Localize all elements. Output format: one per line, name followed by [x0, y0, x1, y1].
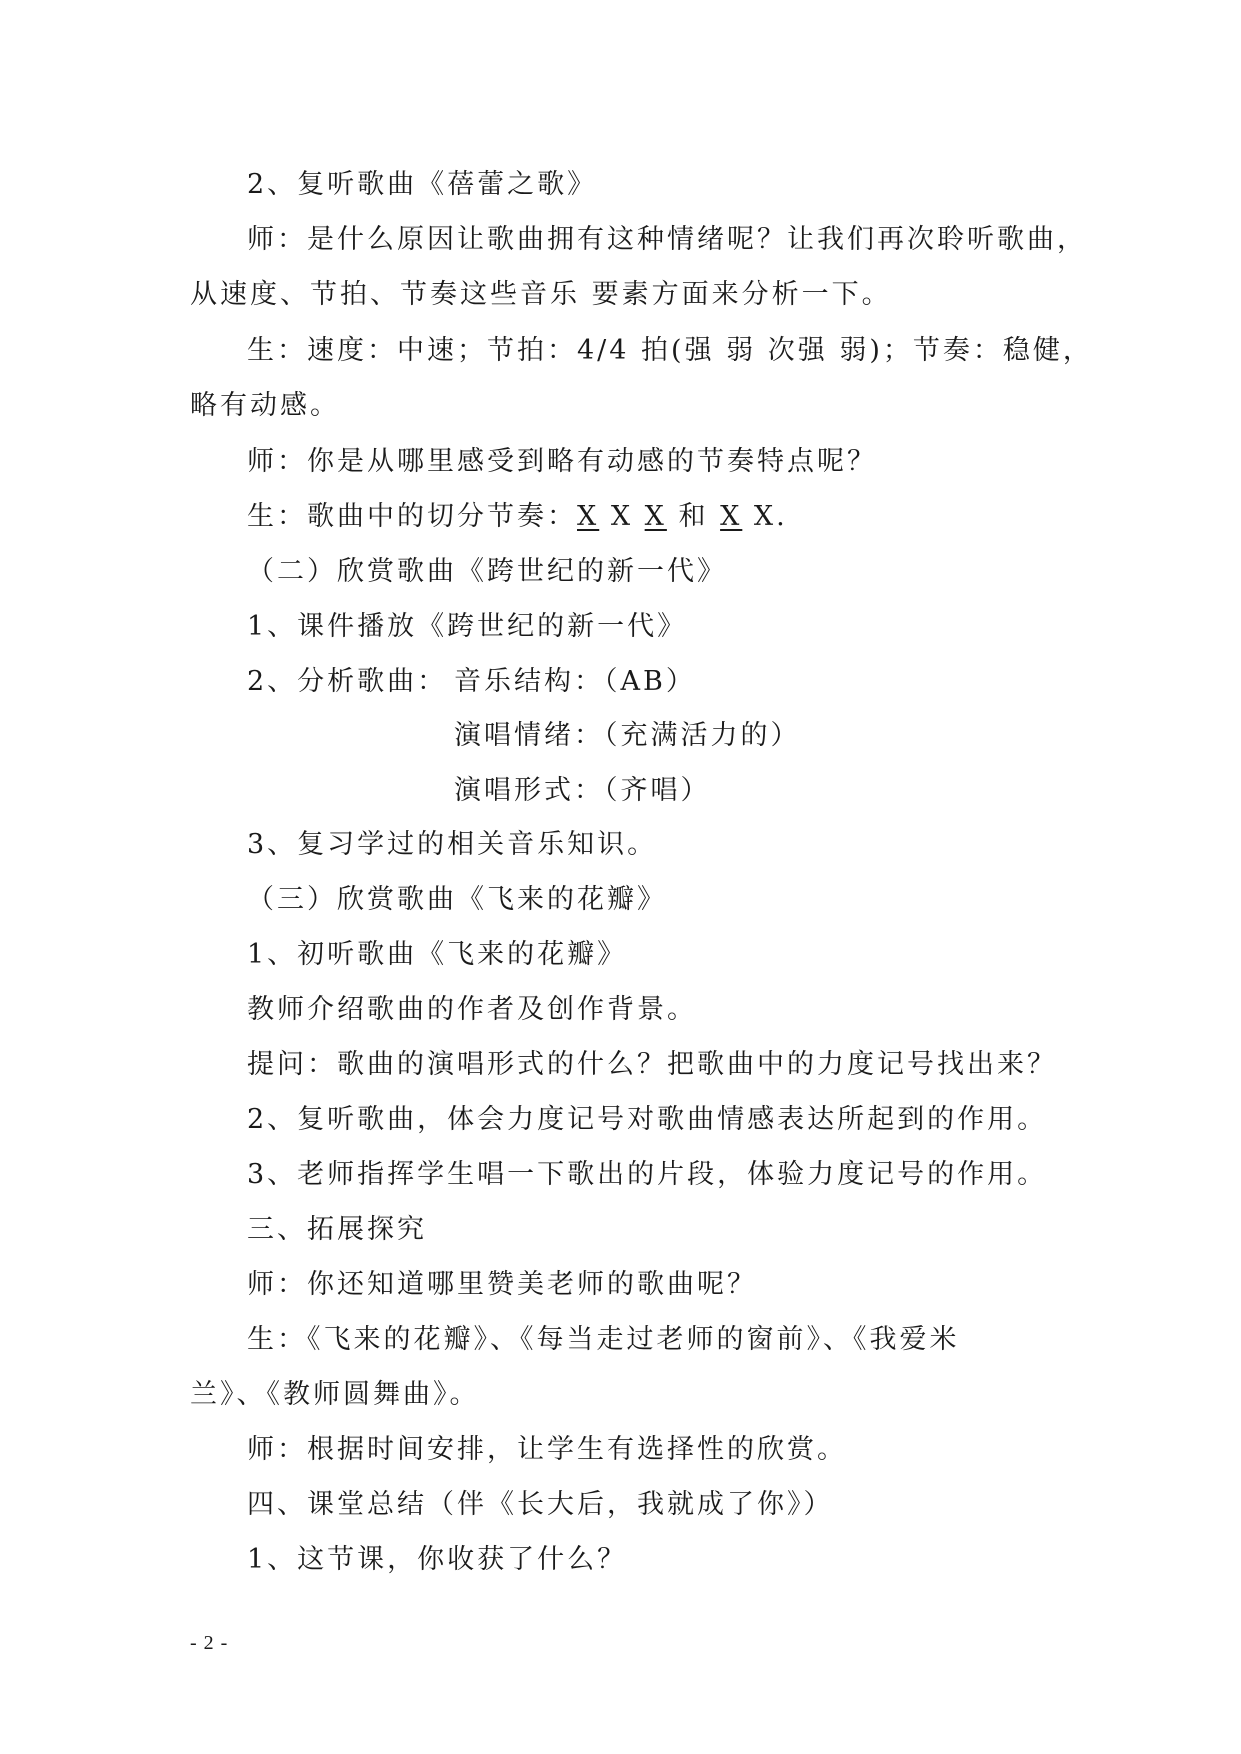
text-line: 3、复习学过的相关音乐知识。	[247, 829, 658, 860]
section-heading: （二）欣赏歌曲《跨世纪的新一代》	[247, 556, 727, 587]
text-line: 师：你还知道哪里赞美老师的歌曲呢？	[247, 1269, 757, 1300]
rhythm-dot: .	[776, 501, 788, 532]
rhythm-note: X	[577, 501, 600, 532]
section-heading: 四、课堂总结（伴《长大后，我就成了你》）	[247, 1489, 834, 1520]
section-heading: （三）欣赏歌曲《飞来的花瓣》	[247, 884, 667, 915]
text-line: 2、复听歌曲《蓓蕾之歌》	[247, 169, 598, 200]
text-line: 1、课件播放《跨世纪的新一代》	[247, 611, 688, 642]
text-line: 生：《飞来的花瓣》、《每当走过老师的窗前》、《我爱米	[247, 1324, 960, 1355]
text-line: 提问：歌曲的演唱形式的什么？把歌曲中的力度记号找出来？	[247, 1049, 1057, 1080]
text-line: 从速度、节拍、节奏这些音乐 要素方面来分析一下。	[190, 279, 892, 310]
section-heading: 三、拓展探究	[247, 1214, 427, 1245]
page-number: - 2 -	[190, 1632, 229, 1654]
analysis-item: 演唱情绪：（充满活力的）	[454, 720, 801, 751]
text-line: 3、老师指挥学生唱一下歌出的片段，体验力度记号的作用。	[247, 1159, 1048, 1190]
text-line: 略有动感。	[190, 390, 340, 421]
text-segment: 生：歌曲中的切分节奏：	[247, 501, 577, 532]
text-line: 师：你是从哪里感受到略有动感的节奏特点呢？	[247, 446, 877, 477]
text-line: 1、初听歌曲《飞来的花瓣》	[247, 939, 628, 970]
text-line: 兰》、《教师圆舞曲》。	[190, 1379, 480, 1410]
rhythm-note: X	[720, 501, 743, 532]
text-line: 2、分析歌曲：	[247, 666, 448, 697]
rhythm-line	[247, 500, 788, 534]
rhythm-note: X	[753, 501, 777, 532]
text-line: 教师介绍歌曲的作者及创作背景。	[247, 994, 697, 1025]
text-line: 2、复听歌曲，体会力度记号对歌曲情感表达所起到的作用。	[247, 1104, 1048, 1135]
text-line: 师：根据时间安排，让学生有选择性的欣赏。	[247, 1434, 847, 1465]
text-line: 生：速度：中速；节拍：4/4 拍(强 弱 次强 弱)；节奏：稳健，	[247, 335, 1093, 366]
analysis-item: 音乐结构：（AB）	[454, 666, 696, 697]
rhythm-note: X	[644, 501, 667, 532]
text-line: 师：是什么原因让歌曲拥有这种情绪呢？让我们再次聆听歌曲，	[247, 224, 1087, 255]
rhythm-conjunction: 和	[678, 501, 709, 532]
text-line: 1、这节课，你收获了什么？	[247, 1544, 628, 1575]
analysis-item: 演唱形式：（齐唱）	[454, 775, 711, 806]
rhythm-note: X	[610, 501, 634, 532]
